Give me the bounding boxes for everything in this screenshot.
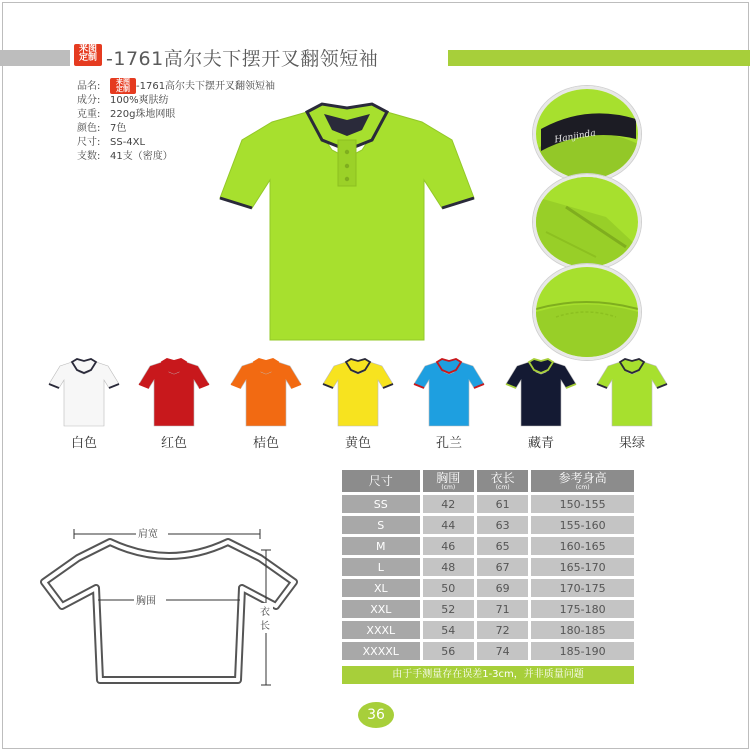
main-polo-shirt-image (212, 100, 482, 345)
color-swatch (226, 358, 306, 451)
color-swatch (44, 358, 124, 451)
color-swatch (501, 358, 581, 451)
polo-shirt-swatch-icon (503, 358, 579, 428)
cell-chest: 46 (423, 537, 474, 555)
color-name: 藏青 (527, 436, 554, 451)
color-swatch (409, 358, 489, 451)
spec-row: 支数: 41支（密度） (77, 151, 173, 162)
size-chart (339, 467, 637, 689)
length-label-b: 长 (260, 621, 270, 632)
hem-detail-image (533, 264, 641, 360)
cell-height: 170-175 (531, 579, 634, 597)
header-chest: 胸围 (cm) (423, 470, 474, 492)
cell-size: XXXL (342, 621, 420, 639)
table-row (342, 579, 634, 597)
length-label-a: 衣 (260, 607, 270, 618)
spec-row: 颜色: 7色 (77, 123, 127, 134)
shoulder-width-label: 肩宽 (138, 529, 158, 540)
polo-shirt-swatch-icon (320, 358, 396, 428)
cell-height: 175-180 (531, 600, 634, 618)
color-swatch (318, 358, 398, 451)
spec-row: 成分: 100%爽肤纺 (77, 95, 169, 106)
color-name: 白色 (70, 436, 97, 451)
chest-label: 胸围 (136, 596, 156, 607)
header-length: 衣长 (cm) (477, 470, 528, 492)
spec-row: 尺寸: SS-4XL (77, 137, 146, 148)
cell-length: 74 (477, 642, 528, 660)
spec-row: 克重: 220g珠地网眼 (77, 109, 176, 120)
measurement-note: 由于手测量存在误差1-3cm，并非质量问题 (342, 666, 634, 684)
table-row (342, 558, 634, 576)
shirt-measurement-diagram (38, 520, 308, 695)
cell-height: 155-160 (531, 516, 634, 534)
cell-size: L (342, 558, 420, 576)
spec-row-name: 品名: -1761高尔夫下摆开叉翻领短袖 (77, 81, 276, 92)
table-row (342, 516, 634, 534)
cell-height: 180-185 (531, 621, 634, 639)
cell-length: 69 (477, 579, 528, 597)
detail-brand-label: Hanjinda (553, 128, 597, 146)
cell-size: XXL (342, 600, 420, 618)
cell-length: 63 (477, 516, 528, 534)
cell-chest: 50 (423, 579, 474, 597)
custom-badge: 来图 定制 (74, 44, 102, 66)
cell-chest: 42 (423, 495, 474, 513)
polo-shirt-swatch-icon (594, 358, 670, 428)
table-row (342, 537, 634, 555)
cell-length: 71 (477, 600, 528, 618)
cell-chest: 52 (423, 600, 474, 618)
table-row (342, 495, 634, 513)
cell-length: 67 (477, 558, 528, 576)
cell-height: 165-170 (531, 558, 634, 576)
header-bar-left (0, 50, 70, 66)
color-name: 红色 (160, 436, 187, 451)
cell-chest: 56 (423, 642, 474, 660)
polo-shirt-swatch-icon (228, 358, 304, 428)
collar-label-detail-image (533, 86, 641, 182)
header-bar-right (448, 50, 750, 66)
size-table-header (342, 470, 634, 492)
spec-badge: 来图 定制 (110, 78, 136, 94)
color-name: 果绿 (618, 436, 645, 451)
cell-chest: 48 (423, 558, 474, 576)
table-row (342, 600, 634, 618)
cell-length: 72 (477, 621, 528, 639)
color-swatch (592, 358, 672, 451)
cell-chest: 44 (423, 516, 474, 534)
cell-length: 61 (477, 495, 528, 513)
cell-height: 150-155 (531, 495, 634, 513)
size-table (339, 467, 637, 663)
page-title: -1761高尔夫下摆开叉翻领短袖 (106, 48, 379, 70)
cell-size: XL (342, 579, 420, 597)
cell-height: 160-165 (531, 537, 634, 555)
cell-chest: 54 (423, 621, 474, 639)
cell-height: 185-190 (531, 642, 634, 660)
cell-size: SS (342, 495, 420, 513)
sleeve-detail-image (533, 174, 641, 270)
color-name: 孔兰 (435, 436, 462, 451)
cell-size: S (342, 516, 420, 534)
header-height: 参考身高 (cm) (531, 470, 634, 492)
header-size: 尺寸 (342, 470, 420, 492)
color-swatch (134, 358, 214, 451)
color-name: 黄色 (344, 436, 371, 451)
page-number: 36 (358, 702, 394, 728)
polo-shirt-swatch-icon (136, 358, 212, 428)
polo-shirt-swatch-icon (46, 358, 122, 428)
cell-size: M (342, 537, 420, 555)
table-row (342, 642, 634, 660)
table-row (342, 621, 634, 639)
cell-size: XXXXL (342, 642, 420, 660)
color-name: 桔色 (252, 436, 279, 451)
cell-length: 65 (477, 537, 528, 555)
polo-shirt-swatch-icon (411, 358, 487, 428)
